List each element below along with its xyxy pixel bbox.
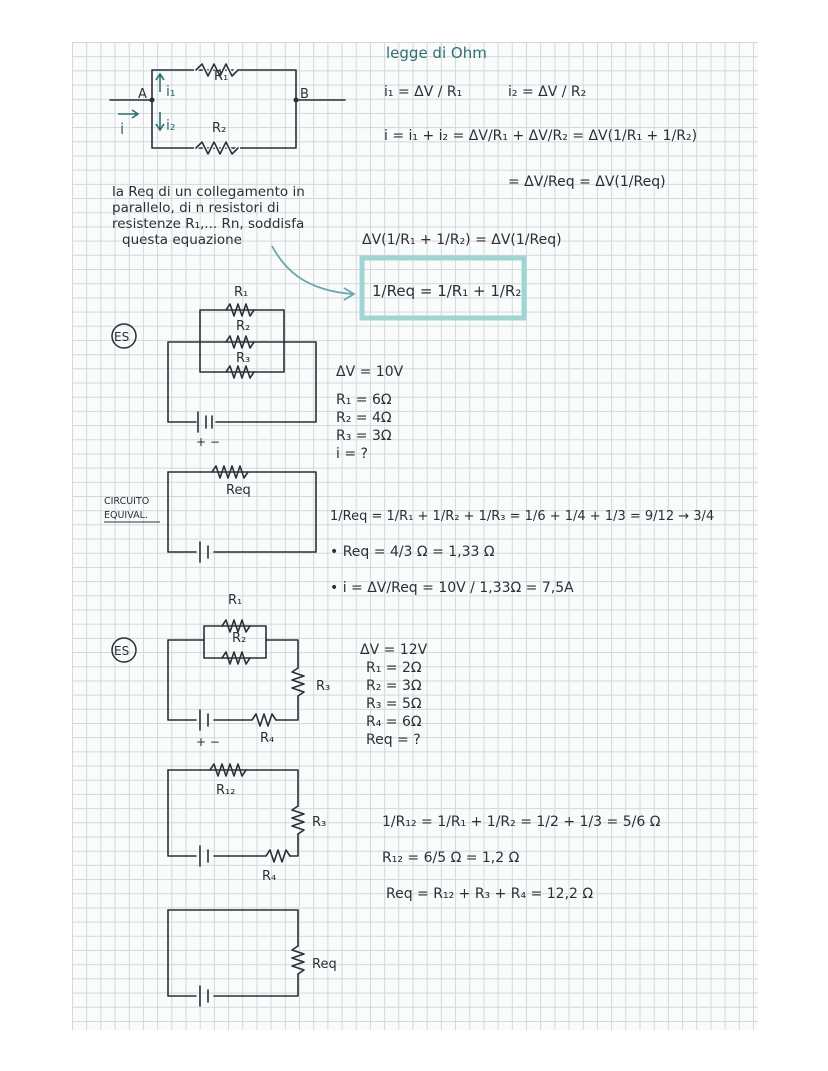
i1-formula: i₁ = ΔV / R₁ [384, 84, 463, 100]
ex2-step-2: R₁₂ = 6/5 Ω = 1,2 Ω [382, 850, 520, 866]
i1-label: i₁ [166, 84, 176, 100]
equiv-label-1: CIRCUITO [104, 496, 150, 507]
parallel-note [112, 184, 305, 248]
ex2-r4b-label: R₄ [262, 869, 277, 884]
ex2-data-2: R₂ = 3Ω [366, 678, 422, 694]
ex2-data-4: R₄ = 6Ω [366, 714, 422, 730]
ex2-data-0: ΔV = 12V [360, 642, 428, 658]
ex1-r3-label: R₃ [236, 351, 251, 366]
req-formula: = ΔV/Req = ΔV(1/Req) [508, 174, 666, 190]
node-a-label: A [138, 87, 147, 102]
ex1-r2-label: R₂ [236, 319, 251, 334]
ex1-req-label: Req [226, 483, 251, 498]
ex2-r3-label: R₃ [316, 679, 331, 694]
ex1-data-3: R₃ = 3Ω [336, 428, 392, 444]
ohm-title: legge di Ohm [386, 44, 487, 62]
ex2-step-1: 1/R₁₂ = 1/R₁ + 1/R₂ = 1/2 + 1/3 = 5/6 Ω [382, 814, 661, 830]
ex1-step-1: 1/Req = 1/R₁ + 1/R₂ + 1/R₃ = 1/6 + 1/4 + 1/3 = 9/12 → 3/4 [330, 509, 715, 524]
ohm-law-section [272, 44, 697, 318]
equality-formula: ΔV(1/R₁ + 1/R₂) = ΔV(1/Req) [362, 232, 562, 248]
i-label: i [120, 120, 125, 138]
note-line-4: questa equazione [122, 232, 242, 248]
exercise-1-tag: ES [114, 330, 130, 344]
ex2-req-label: Req [312, 957, 337, 972]
ex1-step-3: • i = ΔV/Req = 10V / 1,33Ω = 7,5A [330, 580, 574, 596]
ex1-data-2: R₂ = 4Ω [336, 410, 392, 426]
note-line-3: resistenze R₁,... Rn, soddisfa [112, 216, 305, 232]
i2-label: i₂ [166, 118, 176, 134]
note-line-2: parallelo, di n resistori di [112, 200, 280, 216]
exercise-1 [104, 285, 714, 596]
ex2-step-3: Req = R₁₂ + R₃ + R₄ = 12,2 Ω [386, 886, 594, 902]
equiv-label-2: EQUIVAL. [104, 510, 148, 521]
ex1-data-1: R₁ = 6Ω [336, 392, 392, 408]
ex1-step-2: • Req = 4/3 Ω = 1,33 Ω [330, 544, 495, 560]
boxed-formula: 1/Req = 1/R₁ + 1/R₂ [372, 282, 522, 300]
ex2-r4-label: R₄ [260, 731, 275, 746]
ex2-r3b-label: R₃ [312, 815, 327, 830]
ex2-r2-label: R₂ [232, 631, 247, 646]
note-line-1: la Req di un collegamento in [112, 184, 305, 200]
ex1-r1-label: R₁ [234, 285, 249, 300]
svg-text:+ −: + − [196, 435, 220, 449]
node-b-label: B [300, 87, 309, 102]
ex2-data-5: Req = ? [366, 732, 421, 748]
r1-label: R₁ [214, 69, 229, 84]
ex2-data-1: R₁ = 2Ω [366, 660, 422, 676]
ex2-r1-label: R₁ [228, 593, 243, 608]
sum-formula: i = i₁ + i₂ = ΔV/R₁ + ΔV/R₂ = ΔV(1/R₁ + 1/R₂) [384, 128, 698, 144]
exercise-2-tag: ES [114, 644, 130, 658]
exercise-2 [112, 593, 661, 1006]
ex2-r12-label: R₁₂ [216, 783, 236, 798]
ex1-data-0: ΔV = 10V [336, 364, 404, 380]
i2-formula: i₂ = ΔV / R₂ [508, 84, 587, 100]
svg-text:+ −: + − [196, 735, 220, 749]
parallel-circuit-diagram [110, 64, 345, 154]
r2-label: R₂ [212, 121, 227, 136]
ex1-data-4: i = ? [336, 446, 368, 462]
ex2-data-3: R₃ = 5Ω [366, 696, 422, 712]
